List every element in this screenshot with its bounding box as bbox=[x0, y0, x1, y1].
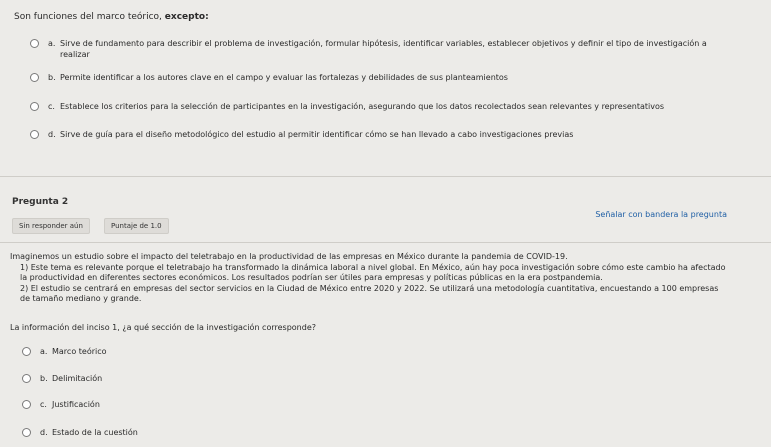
option-text: Delimitación bbox=[52, 374, 103, 383]
option-text: Sirve de fundamento para describir el problema de investigación, formular hipótesis, identificar variables, establecer objetivos y definir el tipo de investigación a realizar bbox=[60, 39, 707, 59]
radio-button[interactable] bbox=[30, 39, 39, 48]
option-letter: c. bbox=[40, 400, 47, 409]
option-letter: a. bbox=[48, 39, 56, 48]
question2-heading: Pregunta 2 bbox=[12, 197, 69, 207]
score-badge: Puntaje de 1.0 bbox=[104, 218, 169, 234]
option-letter: d. bbox=[48, 130, 56, 139]
question1-option-d[interactable] bbox=[30, 129, 730, 140]
question1-prompt bbox=[14, 12, 209, 22]
radio-button[interactable] bbox=[30, 130, 39, 139]
question1-option-a[interactable] bbox=[30, 38, 730, 60]
question2-paragraph2: 2) El estudio se centrará en empresas del sector servicios en la Ciudad de México entre 2020 y 2022. Se utilizará una metodología cuantitativa, encuestando a 100 empresas de tamaño mediano y grande. bbox=[20, 283, 719, 303]
question2-option-b[interactable] bbox=[22, 373, 102, 384]
question2-option-a[interactable] bbox=[22, 346, 107, 357]
option-text: Establece los criterios para la selección de participantes en la investigación, asegurando que los datos recolectados sean relevantes y representativos bbox=[60, 102, 665, 111]
question-divider bbox=[0, 176, 771, 177]
option-text: Estado de la cuestión bbox=[52, 428, 138, 437]
radio-button[interactable] bbox=[22, 347, 31, 356]
option-letter: b. bbox=[40, 374, 48, 383]
radio-button[interactable] bbox=[22, 428, 31, 437]
option-text: Marco teórico bbox=[52, 347, 107, 356]
option-letter: d. bbox=[40, 428, 48, 437]
question2-option-d[interactable] bbox=[22, 427, 138, 438]
option-text: Sirve de guía para el diseño metodológico del estudio al permitir identificar cómo se han llevado a cabo investigaciones previas bbox=[60, 130, 574, 139]
option-letter: b. bbox=[48, 73, 56, 82]
option-letter: a. bbox=[40, 347, 48, 356]
radio-button[interactable] bbox=[22, 400, 31, 409]
radio-button[interactable] bbox=[30, 73, 39, 82]
radio-button[interactable] bbox=[30, 102, 39, 111]
radio-button[interactable] bbox=[22, 374, 31, 383]
question2-question: La información del inciso 1, ¿a qué sección de la investigación corresponde? bbox=[10, 323, 316, 332]
question1-option-c[interactable] bbox=[30, 101, 730, 112]
question1-prompt-text: Son funciones del marco teórico, bbox=[14, 12, 162, 22]
question2-paragraph1: 1) Este tema es relevante porque el teletrabajo ha transformado la dinámica laboral a nivel global. En México, aún hay poca investigación sobre cómo este cambio ha afectado la productividad en diferentes sectores económicos. Los resultados podrían ser útiles para empresas y políticas públicas en la era postpandemia. bbox=[20, 262, 726, 282]
question2-intro: Imaginemos un estudio sobre el impacto del teletrabajo en la productividad de las empresas en México durante la pandemia de COVID-19. bbox=[10, 252, 568, 261]
option-text: Justificación bbox=[52, 400, 100, 409]
option-text: Permite identificar a los autores clave en el campo y evaluar las fortalezas y debilidades de sus planteamientos bbox=[60, 73, 508, 82]
question2-option-c[interactable] bbox=[22, 399, 100, 410]
question2-body bbox=[10, 252, 730, 305]
question1-prompt-emphasis: excepto: bbox=[164, 12, 209, 22]
question-header-divider bbox=[0, 242, 771, 243]
flag-question-link[interactable]: Señalar con bandera la pregunta bbox=[595, 210, 727, 219]
question1-option-b[interactable] bbox=[30, 72, 730, 83]
status-badge: Sin responder aún bbox=[12, 218, 90, 234]
option-letter: c. bbox=[48, 102, 55, 111]
